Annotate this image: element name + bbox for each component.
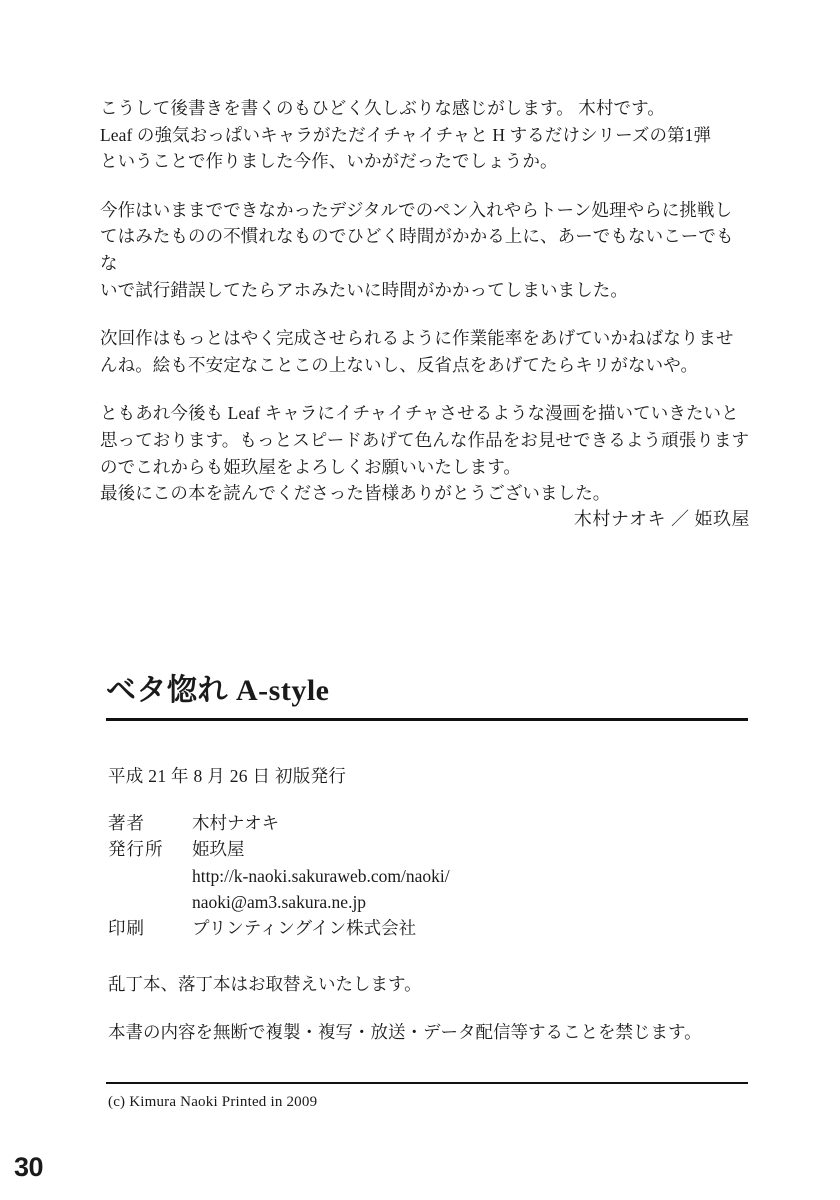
- afterword-paragraph: 今作はいままでできなかったデジタルでのペン入れやらトーン処理やらに挑戦し てはみたものの不慣れなものでひどく時間がかかる上に、あーでもないこーでもな いで試行錯誤してたらアホみたいに時間がかかってしまいました。: [100, 199, 734, 300]
- afterword-text-block: [100, 95, 750, 507]
- publisher-email[interactable]: naoki@am3.sakura.ne.jp: [192, 891, 367, 912]
- credits-value: 木村ナオキ: [192, 813, 280, 833]
- colophon-top-rule: [106, 718, 748, 721]
- credits-value: 姫玖屋: [192, 839, 245, 860]
- credits-label: 著者: [108, 813, 145, 833]
- credits-label: 印刷: [108, 918, 145, 938]
- credits-value: プリンティングイン株式会社: [192, 918, 417, 938]
- publisher-website[interactable]: http://k-naoki.sakuraweb.com/naoki/: [192, 865, 450, 886]
- afterword-paragraph: ともあれ今後も Leaf キャラにイチャイチャさせるような漫画を描いていきたいと 思っております。もっとスピードあげて色んな作品をお見せできるよう頑張ります のでこれからも姫玖屋をよろしくお願いいたします。 最後にこの本を読んでくださった皆様ありがとうございました。: [100, 403, 750, 504]
- notices-block: [108, 971, 748, 1046]
- credits-label: 発行所: [108, 839, 164, 860]
- publication-date: 平成 21 年 8 月 26 日 初版発行: [108, 766, 347, 786]
- colophon-title: ベタ惚れ A-style: [106, 674, 330, 707]
- afterword-paragraph: こうして後書きを書くのもひどく久しぶりな感じがします。 木村です。 Leaf の強気おっぱいキャラがただイチャイチャと H するだけシリーズの第1弾 ということで作りました今作、いかがだったでしょうか。: [100, 98, 712, 172]
- reproduction-notice: 本書の内容を無断で複製・複写・放送・データ配信等することを禁じます。: [108, 1022, 702, 1043]
- author-signature: 木村ナオキ ／ 姫玖屋: [573, 509, 750, 529]
- afterword-paragraph: 次回作はもっとはやく完成させられるように作業能率をあげていかねばなりませ んね。絵も不安定なことこの上ないし、反省点をあげてたらキリがないや。: [100, 328, 734, 375]
- credits-block: [108, 810, 748, 941]
- defect-notice: 乱丁本、落丁本はお取替えいたします。: [108, 974, 422, 994]
- colophon-bottom-rule: [106, 1082, 748, 1084]
- copyright-line: (c) Kimura Naoki Printed in 2009: [108, 1094, 318, 1110]
- credits-row: [108, 810, 748, 836]
- credits-row: [108, 915, 748, 941]
- credits-row: [108, 836, 748, 862]
- page-number: 30: [14, 1152, 44, 1182]
